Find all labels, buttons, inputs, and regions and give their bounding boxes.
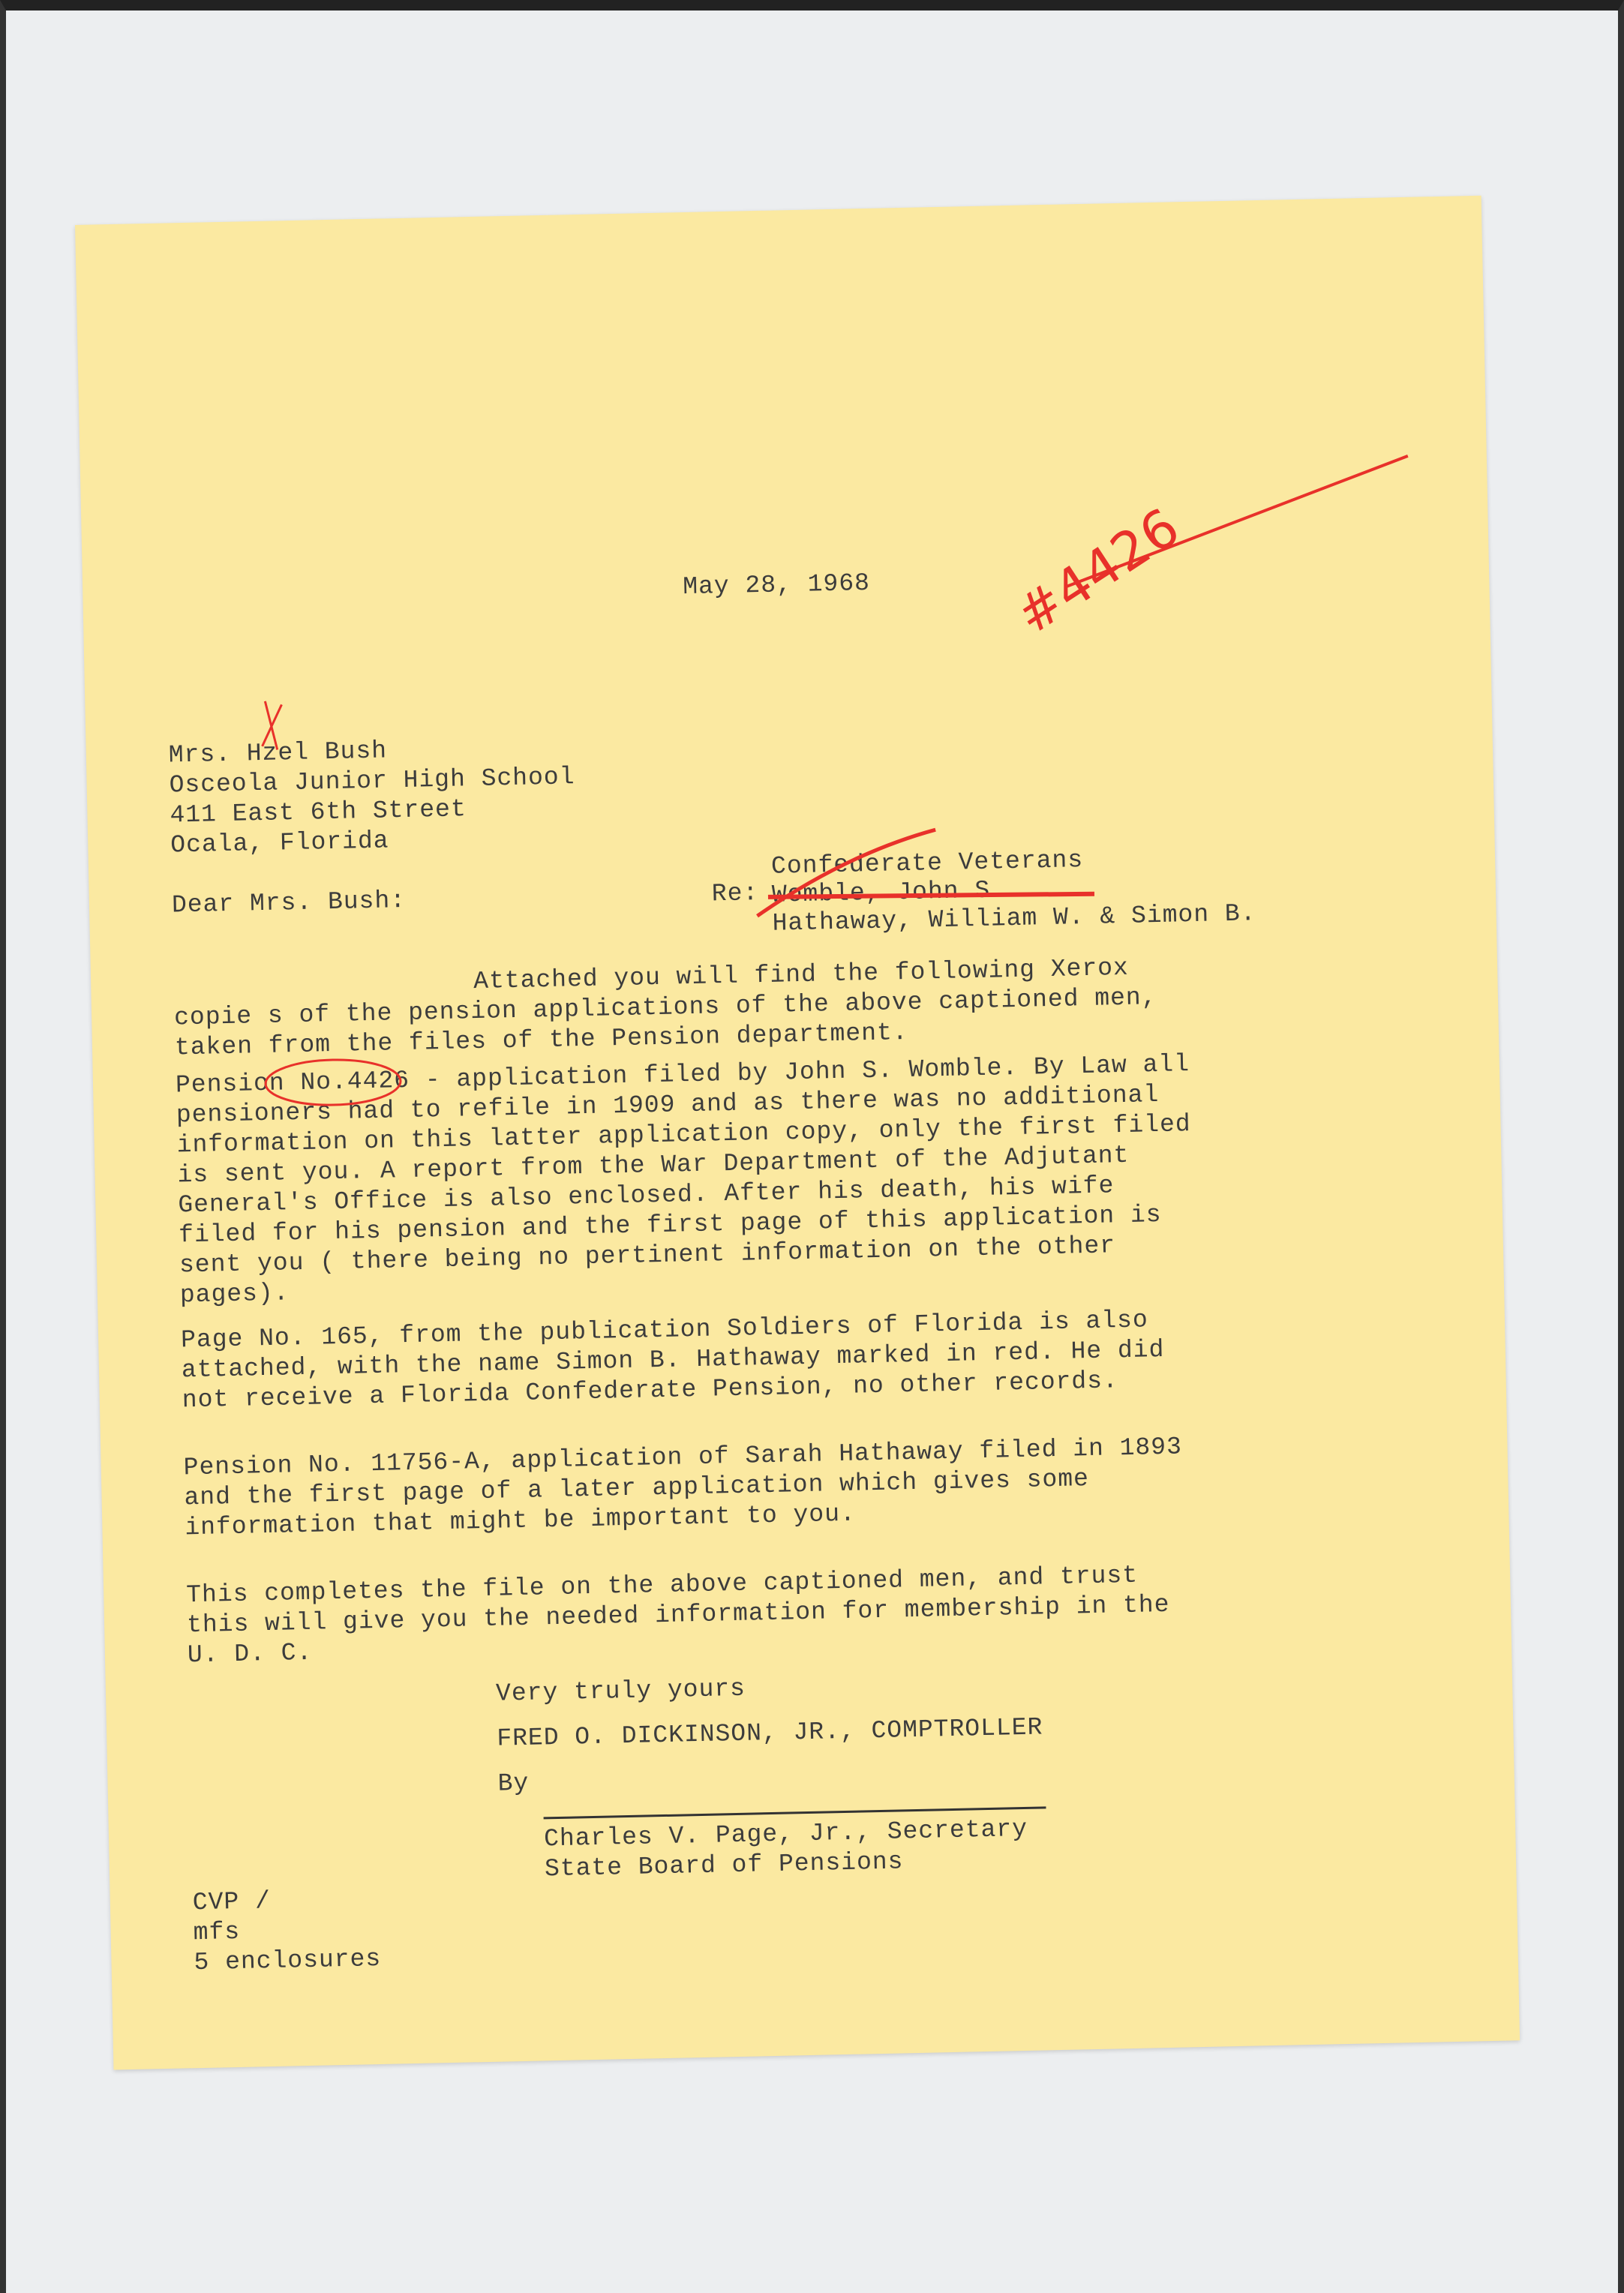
paragraph-2: Pension No.4426 - application filed by John S. Womble. By Law all pensioners had to refile in 1909 and as there was no additional information on this latter application copy, only the first filed is sent you. A report from the War Department of the Adjutant General's Office is also enclosed. After his death, his wife filed for his pension and the first page of this application is sent you ( there being no pertinent information on the other pages). (175, 1050, 1192, 1310)
reference-initials: CVP / (192, 1887, 272, 1917)
enclosure-count: 5 enclosures (194, 1944, 382, 1977)
red-strike-line (1063, 456, 1410, 587)
paragraph-3: Page No. 165, from the publication Soldiers of Florida is also attached, with the name Simon B. Hathaway marked in red. He did not receive a Florida Confederate Pension, no other records. (180, 1306, 1165, 1415)
re-line-2: Womble, John S. (771, 876, 1007, 909)
red-underline (768, 890, 1094, 901)
typist-initials: mfs (193, 1917, 241, 1947)
re-line-1: Confederate Veterans (770, 846, 1084, 881)
letter-date: May 28, 1968 (682, 569, 871, 602)
red-diagonal-stroke (755, 830, 937, 916)
closing: Very truly yours (495, 1674, 746, 1708)
signer-title: State Board of Pensions (544, 1847, 904, 1883)
paragraph-1-first: Attached you will find the following Xerox (473, 953, 1130, 996)
red-pencil-marks (75, 196, 1520, 2070)
by-label: By (497, 1769, 530, 1798)
salutation: Dear Mrs. Bush: (171, 886, 407, 920)
paragraph-1-rest: copie s of the pension applications of the above captioned men, taken from the files of the Pension department. (173, 983, 1157, 1062)
signer-name: Charles V. Page, Jr., Secretary (543, 1814, 1028, 1853)
paragraph-5: This completes the file on the above captioned men, and trust this will give you the needed information for membership in the U. D. C. (185, 1561, 1170, 1670)
handwritten-file-number: #4426 (1005, 495, 1191, 647)
recipient-name: Mrs. Hzel Bush (168, 737, 388, 770)
signatory-organization: FRED O. DICKINSON, JR., COMPTROLLER (497, 1713, 1043, 1753)
recipient-school: Osceola Junior High School (169, 763, 575, 800)
recipient-city: Ocala, Florida (170, 827, 389, 860)
red-circle (265, 1058, 401, 1106)
re-label: Re: (711, 879, 759, 908)
recipient-street: 411 East 6th Street (170, 795, 467, 830)
re-line-3: Hathaway, William W. & Simon B. (772, 899, 1256, 938)
paragraph-4: Pension No. 11756-A, application of Sarah Hathaway filed in 1893 and the first page of a later application which gives some information that might be important to you. (183, 1433, 1183, 1542)
red-x-mark (261, 701, 282, 750)
letter-page (75, 196, 1520, 2070)
